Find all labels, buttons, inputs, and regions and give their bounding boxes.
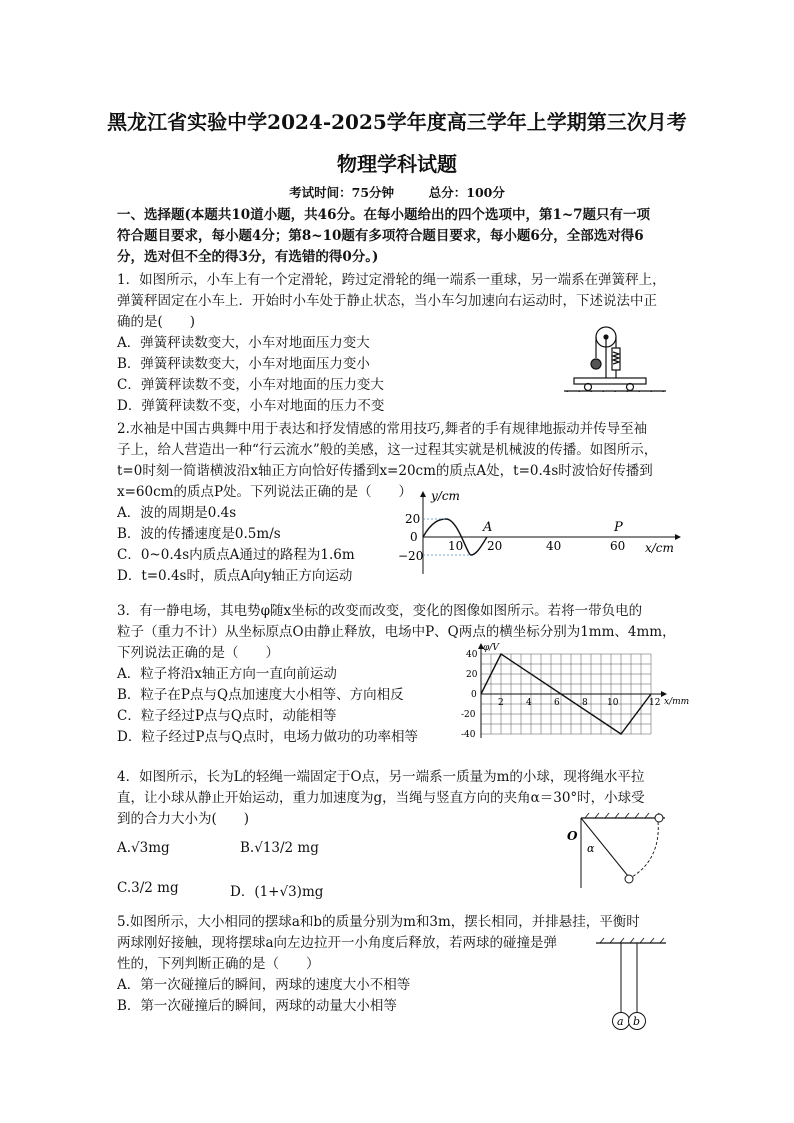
cart-body: [574, 378, 646, 384]
y-tick-label: 0: [471, 690, 477, 700]
ball-position: [625, 875, 633, 883]
x-axis-label: x/cm: [645, 541, 674, 555]
y-tick-label: 0: [410, 530, 418, 544]
hanging-ball: [591, 359, 601, 369]
q3-option-b: B．粒子在P点与Q点加速度大小相等、方向相反: [117, 687, 404, 703]
q3-stem-line: 3．有一静电场，其电势φ随x坐标的改变而改变，变化的图像如图所示。若将一带负电的: [117, 603, 643, 619]
section-intro-line: 分，选对但不全的得3分，有选错的得0分。): [117, 249, 379, 265]
q3-potential-chart: [452, 640, 694, 742]
q1-cart-pulley-figure: [560, 318, 670, 392]
q3-option-a: A．粒子将沿x轴正方向一直向前运动: [117, 666, 337, 682]
q5-stem-line: 5.如图所示，大小相同的摆球a和b的质量分别为m和3m，摆长相同，并排悬挂，平衡时: [117, 914, 640, 930]
q1-option-d: D．弹簧秤读数不变，小车对地面的压力不变: [117, 398, 385, 414]
q4-stem-line: 直，让小球从静止开始运动，重力加速度为g，当绳与竖直方向的夹角α＝30°时，小球受: [117, 790, 645, 806]
q5-option-b: B．第一次碰撞后的瞬间，两球的动量大小相等: [117, 998, 397, 1014]
section-intro-line: 一、选择题(本题共10道小题，共46分。在每小题给出的四个选项中，第1~7题只有一项: [117, 207, 651, 223]
x-tick-label: 12: [649, 698, 661, 708]
x-axis-label: x/mm: [664, 697, 690, 707]
page-title: 黑龙江省实验中学2024-2025学年度高三学年上学期第三次月考: [107, 110, 687, 134]
q1-option-b: B．弹簧秤读数变大，小车对地面压力变小: [117, 356, 370, 372]
x-tick-label: 6: [554, 698, 560, 708]
x-tick-label: 40: [546, 539, 562, 553]
ball-b-label: b: [633, 1015, 641, 1028]
q2-option-b: B．波的传播速度是0.5m/s: [117, 526, 281, 542]
q4-option-a: A.√3mg: [117, 840, 170, 856]
q4-option-d: D．(1+√3)mg: [230, 884, 324, 900]
y-tick-label: 40: [466, 650, 478, 660]
q3-stem-line: 粒子（重力不计）从坐标原点O由静止释放，电场中P、Q两点的横坐标分别为1mm、4mm，: [117, 624, 676, 640]
point-o-label: O: [567, 829, 578, 843]
q2-option-d: D．t=0.4s时，质点A向y轴正方向运动: [117, 568, 353, 584]
y-tick-label: 20: [405, 512, 421, 526]
exam-time: 考试时间：75分钟: [289, 185, 395, 200]
q4-option-b: B.√13/2 mg: [240, 840, 319, 856]
y-tick-label: 20: [466, 670, 478, 680]
x-tick-label: 20: [487, 539, 503, 553]
q3-stem-line: 下列说法正确的是（ ）: [117, 645, 279, 661]
x-tick-label: 8: [582, 698, 588, 708]
y-tick-label: -20: [461, 710, 476, 720]
q4-stem-line: 到的合力大小为( ): [117, 811, 250, 827]
y-tick-label: -40: [461, 730, 476, 740]
q3-option-d: D．粒子经过P点与Q点时，电场力做功的功率相等: [117, 729, 418, 745]
point-a-label: A: [483, 520, 493, 535]
q3-option-c: C．粒子经过P点与Q点时，动能相等: [117, 708, 337, 724]
y-axis-label: φ/V: [483, 643, 499, 653]
x-tick-label: 4: [526, 698, 532, 708]
q1-stem-line: 弹簧秤固定在小车上．开始时小车处于静止状态，当小车匀加速向右运动时，下述说法中正: [117, 293, 657, 309]
q5-stem-line: 两球刚好接触，现将摆球a向左边拉开一小角度后释放，若两球的碰撞是弹: [117, 935, 558, 951]
q4-pendulum-figure: [565, 812, 675, 890]
q5-double-pendulum-figure: [592, 935, 672, 1035]
q1-stem-line: 1．如图所示，小车上有一个定滑轮，跨过定滑轮的绳一端系一重球，另一端系在弹簧秤上，: [117, 272, 666, 288]
point-p-label: P: [614, 520, 623, 535]
q2-stem-line: 2.水袖是中国古典舞中用于表达和抒发情感的常用技巧,舞者的手有规律地振动并传导至袖: [117, 421, 648, 437]
ball-start: [655, 814, 663, 822]
q1-stem-line: 确的是( ): [117, 314, 196, 330]
total-score: 总分：100分: [428, 185, 505, 200]
x-tick-label: 2: [498, 698, 504, 708]
q2-stem-line: t=0时刻一简谐横波沿x轴正方向恰好传播到x=20cm的质点A处，t=0.4s时波恰好传播到: [117, 463, 653, 479]
exam-info: [0, 183, 794, 201]
q1-option-c: C．弹簧秤读数不变，小车对地面的压力变大: [117, 377, 384, 393]
q2-stem-line: 子上，给人营造出一种“行云流水”般的美感，这一过程其实就是机械波的传播。如图所示，: [117, 442, 658, 458]
x-tick-label: 10: [448, 539, 464, 553]
x-tick-label: 10: [607, 698, 619, 708]
q1-option-a: A．弹簧秤读数变大，小车对地面压力变大: [117, 335, 370, 351]
q5-stem-line: 性的，下列判断正确的是（ ）: [117, 956, 320, 972]
y-tick-label: −20: [398, 549, 424, 563]
x-tick-label: 60: [610, 539, 626, 553]
y-axis-label: y/cm: [431, 489, 460, 503]
q2-option-a: A．波的周期是0.4s: [117, 505, 237, 521]
q4-stem-line: 4．如图所示，长为L的轻绳一端固定于O点，另一端系一质量为m的小球，现将绳水平拉: [117, 769, 645, 785]
page-subtitle: 物理学科试题: [337, 152, 457, 176]
q4-option-c: C.3/2 mg: [117, 880, 179, 896]
q5-option-a: A．第一次碰撞后的瞬间，两球的速度大小不相等: [117, 977, 411, 993]
q2-option-c: C．0~0.4s内质点A通过的路程为1.6m: [117, 547, 355, 563]
section-intro-line: 符合题目要求，每小题4分；第8~10题有多项符合题目要求，每小题6分，全部选对得6: [117, 228, 644, 244]
angle-alpha-label: α: [587, 842, 595, 855]
q2-wave-graph: [395, 488, 685, 578]
ball-a-label: a: [617, 1015, 624, 1028]
q2-stem-line: x=60cm的质点P处。下列说法正确的是（ ）: [117, 484, 413, 500]
